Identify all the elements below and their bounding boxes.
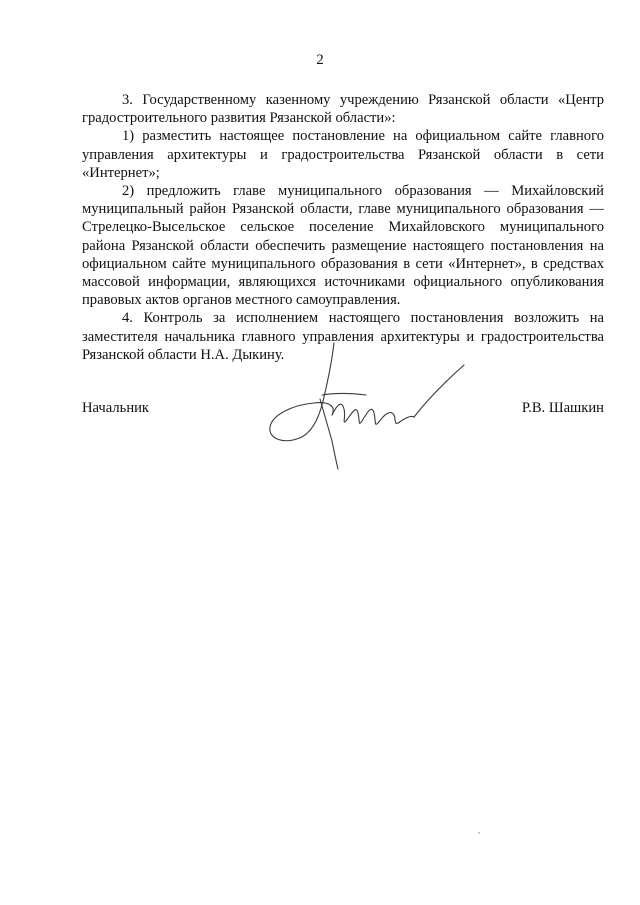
handwritten-signature xyxy=(262,335,472,475)
document-body xyxy=(82,91,604,364)
paragraph-3-2: 2) предложить главе муниципального образования — Михайловский муниципальный район Рязанской области, главе муниципального образования — Стрелецко-Высельское сельское поселение Михайловского муниципального района Рязанской области обеспечить размещение настоящего постановления на официальном сайте муниципального образования в сети «Интернет», в средствах массовой информации, являющихся источниками официального опубликования правовых актов органов местного самоуправления. xyxy=(82,183,604,309)
paragraph-4: 4. Контроль за исполнением настоящего постановления возложить на заместителя начальника главного управления архитектуры и градостроительства Рязанской области Н.А. Дыкину. xyxy=(82,310,604,363)
signer-name: Р.В. Шашкин xyxy=(521,400,604,416)
signer-title: Начальник xyxy=(82,400,150,416)
paragraph-3-1: 1) разместить настоящее постановление на официальном сайте главного управления архитектуры и градостроительства Рязанской области в сети «Интернет»; xyxy=(82,128,604,181)
scan-speck xyxy=(478,832,480,834)
paragraph-3: 3. Государственному казенному учреждению Рязанской области «Центр градостроительного развития Рязанской области»: xyxy=(82,92,604,127)
page-number: 2 xyxy=(316,52,324,68)
